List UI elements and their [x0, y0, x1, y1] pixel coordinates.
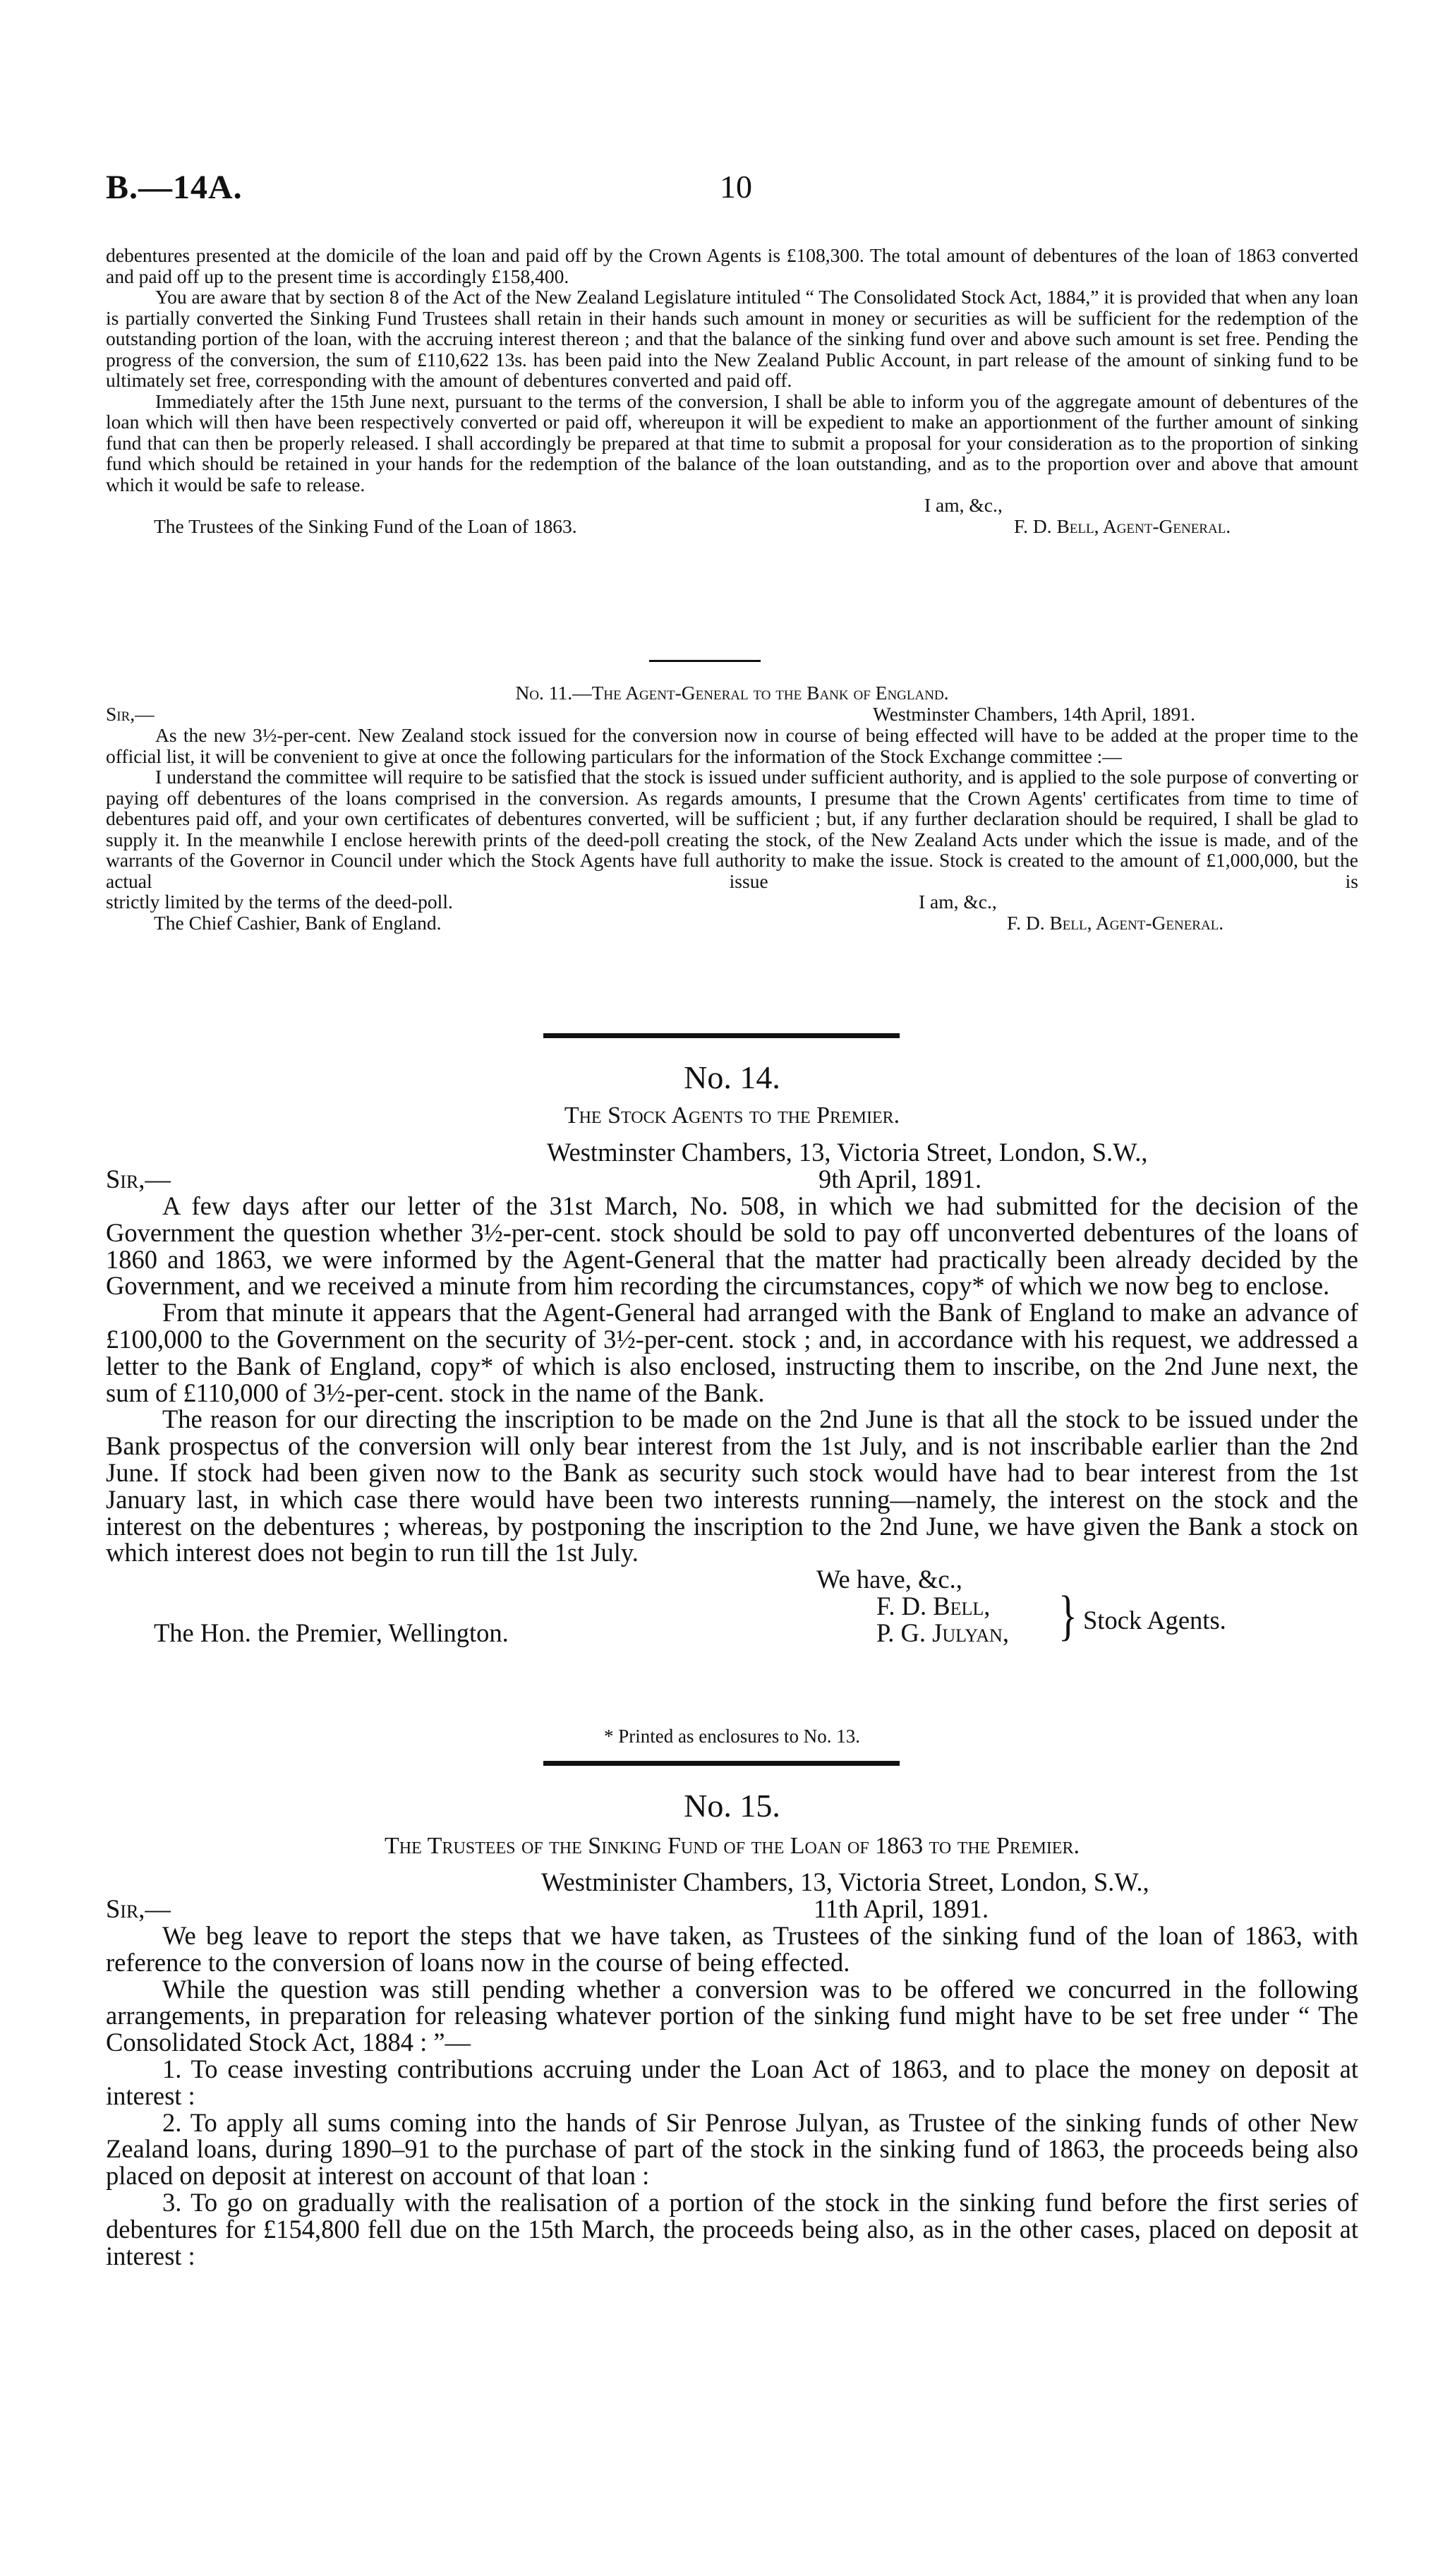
addressee: The Hon. the Premier, Wellington.: [154, 1618, 509, 1648]
salutation-row: [106, 1896, 1358, 1922]
salutation: Sir,—: [106, 1894, 171, 1923]
paragraph: As the new 3½-per-cent. New Zealand stock issued for the conversion now in course of being effected will have to be added at the proper time to the official list, it will be convenient to give at once the following particulars for the information of the Stock Exchange committee :—: [106, 724, 1358, 767]
addressee: The Trustees of the Sinking Fund of the Loan of 1863.: [154, 515, 577, 537]
paragraph: You are aware that by section 8 of the Act of the New Zealand Legislature intituled “ The Consolidated Stock Act, 1884,” it is provided that when any loan is partially converted the Sinking Fund Trustees shall retain in their hands such amount in money or securities as will be sufficient for the redemption of the outstanding portion of the loan, with the accruing interest thereon ; and that the balance of the sinking fund over and above such amount is set free. Pending the progress of the conversion, the sum of £110,622 13s. has been paid into the New Zealand Public Account, in part release of the amount of sinking fund to be ultimately set free, corresponding with the amount of debentures converted and paid off.: [106, 286, 1358, 391]
addressee: The Chief Cashier, Bank of England.: [154, 912, 442, 934]
address: Westminster Chambers, 14th April, 1891.: [873, 703, 1195, 725]
salutation: Sir,—: [106, 703, 155, 725]
paragraph-end: strictly limited by the terms of the deed-poll.: [106, 891, 453, 913]
closing: I am, &c.,: [919, 891, 997, 913]
list-item: 1. To cease investing contributions accruing under the Loan Act of 1863, and to place the money on deposit at interest :: [106, 2054, 1358, 2110]
address: Westminster Chambers, 13, Victoria Street, London, S.W.,: [547, 1138, 1148, 1167]
closing-row: [106, 1566, 1358, 1593]
list-item: 2. To apply all sums coming into the hands of Sir Penrose Julyan, as Trustee of the sinking funds of other New Zealand loans, during 1890–91 to the purchase of part of the stock in the sinking fund of 1863, the proceeds being also placed on deposit at interest on account of that loan :: [106, 2107, 1358, 2191]
letter-title: The Trustees of the Sinking Fund of the Loan of 1863 to the Premier.: [385, 1833, 1080, 1859]
paragraph: From that minute it appears that the Agent-General had arranged with the Bank of England to make an advance of £100,000 to the Government on the security of 3½-per-cent. stock ; and, in accordance with his request, we addressed a letter to the Bank of England, copy* of which is also enclosed, instructing them to inscribe, on the 2nd June next, the sum of £110,000 of 3½-per-cent. stock in the name of the Bank.: [106, 1298, 1358, 1407]
closing-row: [106, 495, 1358, 516]
list-item: 3. To go on gradually with the realisation of a portion of the stock in the sinking fund before the first series of debentures for £154,800 fell due on the 15th March, the proceeds being also, as in the other cases, placed on deposit at interest :: [106, 2187, 1358, 2270]
document-reference: B.—14A.: [106, 169, 243, 206]
paragraph: debentures presented at the domicile of the loan and paid off by the Crown Agents is £108,300. The total amount of debentures of the loan of 1863 converted and paid off up to the present time is accordingly £158,400.: [106, 244, 1358, 287]
salutation-row: [106, 1166, 1358, 1193]
letter-continuation: [106, 245, 1358, 537]
page-number: 10: [720, 169, 752, 205]
signature-block: [106, 1585, 1358, 1649]
address: Westminister Chambers, 13, Victoria Street, London, S.W.,: [541, 1867, 1149, 1896]
date: 9th April, 1891.: [818, 1164, 982, 1193]
closing: We have, &c.,: [816, 1565, 962, 1594]
signature: F. D. Bell, Agent-General.: [1007, 912, 1224, 934]
role: Stock Agents.: [1083, 1606, 1226, 1635]
section-number: No. 15.: [684, 1788, 780, 1824]
page-header: [106, 168, 1358, 210]
divider: [649, 660, 761, 662]
closing: I am, &c.,: [924, 494, 1003, 516]
paragraph: The reason for our directing the inscription to be made on the 2nd June is that all the stock to be issued under the Bank prospectus of the conversion will only bear interest from the 1st July, and is not inscribable earlier than the 2nd June. If stock had been given now to the Bank as security such stock would have had to bear interest from the 1st January last, in which case there would have been two interests running—namely, the interest on the stock and the interest on the debentures ; whereas, by postponing the inscription to the 2nd June, we have given the Bank a stock on which interest does not begin to run till the 1st July.: [106, 1404, 1358, 1567]
salutation: Sir,—: [106, 1164, 171, 1193]
footnote: * Printed as enclosures to No. 13.: [604, 1726, 860, 1747]
paragraph: While the question was still pending whether a conversion was to be offered we concurred in the following arrangements, in preparation for releasing whatever portion of the sinking fund might have to be set free under “ The Consolidated Stock Act, 1884 : ”—: [106, 1974, 1358, 2057]
letter-no-14: [106, 1139, 1358, 1649]
salutation-row: [106, 704, 1358, 725]
brace-icon: }: [1058, 1585, 1077, 1647]
signature: F. D. Bell, Agent-General.: [1014, 515, 1231, 537]
section-number: No. 14.: [684, 1059, 780, 1095]
signatory: F. D. Bell,: [876, 1591, 991, 1621]
paragraph: We beg leave to report the steps that we have taken, as Trustees of the sinking fund of the loan of 1863, with reference to the conversion of loans now in the course of being effected.: [106, 1921, 1358, 1977]
letter-title: No. 11.—The Agent-General to the Bank of England.: [515, 682, 949, 704]
letter-no-15: [106, 1869, 1358, 2269]
paragraph: A few days after our letter of the 31st March, No. 508, in which we had submitted for the decision of the Government the question whether 3½-per-cent. stock should be sold to pay off unconverted debentures of the loans of 1860 and 1863, we were informed by the Agent-General that the matter had practically been already decided by the Government, and we received a minute from him recording the circumstances, copy* of which we now beg to enclose.: [106, 1191, 1358, 1301]
date: 11th April, 1891.: [814, 1894, 989, 1923]
address-row: [106, 1869, 1358, 1896]
paragraph: Immediately after the 15th June next, pursuant to the terms of the conversion, I shall be able to inform you of the aggregate amount of debentures of the loan which will then have been respectively converted or paid off, whereupon it will be expedient to make an apportionment of the further amount of sinking fund that can then be properly released. I shall accordingly be prepared at that time to submit a proposal for your consideration as to the proportion of sinking fund which should be retained in your hands for the redemption of the balance of the loan outstanding, and as to the proportion over and above that amount which it would be safe to release.: [106, 390, 1358, 495]
signature-row: [106, 913, 1358, 934]
closing-row: [106, 891, 1358, 913]
letter-title: The Stock Agents to the Premier.: [564, 1102, 900, 1128]
signature-row: [106, 516, 1358, 537]
signatory: P. G. Julyan,: [876, 1618, 1009, 1648]
section-divider: [543, 1033, 900, 1038]
section-divider: [543, 1761, 900, 1766]
paragraph: I understand the committee will require to be satisfied that the stock is issued under sufficient authority, and is applied to the sole purpose of converting or paying off debentures of the loans comprised in the conversion. As regards amounts, I presume that the Crown Agents' certificates from time to time of debentures paid off, and your own certificates of debentures converted, will be sufficient ; but, if any further declaration should be required, I shall be glad to supply it. In the meanwhile I enclose herewith prints of the deed-poll creating the stock, of the New Zealand Acts under which the issue is made, and of the warrants of the Governor in Council under which the Stock Agents have full authority to make the issue. Stock is created to the amount of £1,000,000, but the actual issue is: [106, 766, 1358, 892]
letter-no-11: [106, 682, 1358, 934]
address-row: [106, 1139, 1358, 1166]
